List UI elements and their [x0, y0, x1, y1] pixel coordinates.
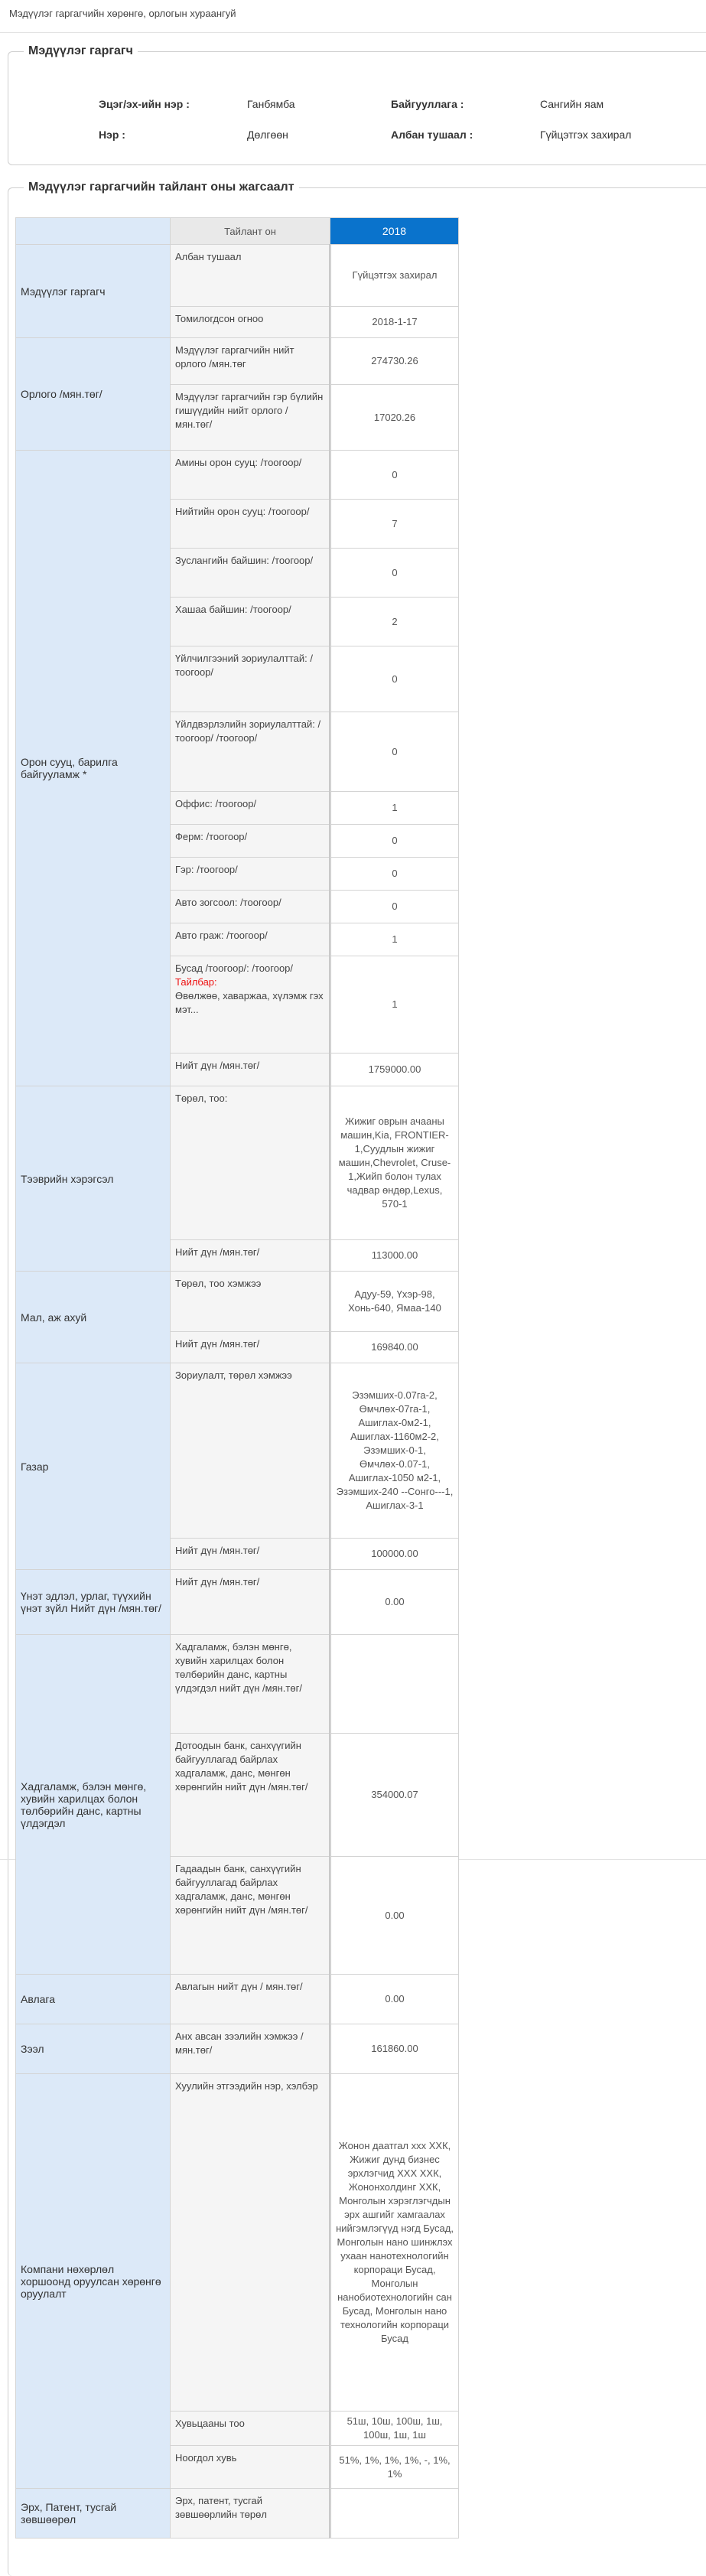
field-label-text: Нийт дүн /мян.төг/: [175, 1576, 260, 1588]
field-label: [171, 1734, 330, 1857]
field-label-text: Авлагын нийт дүн / мян.төг/: [175, 1981, 303, 1992]
note-text: Өвөлжөө, хаваржаа, хүлэмж гэх мэт...: [175, 990, 324, 1015]
father-name-label: Эцэг/эх-ийн нэр :: [99, 98, 190, 110]
header-blank-cell: [16, 218, 171, 245]
field-label-text: Хуулийн этгээдийн нэр, хэлбэр: [175, 2080, 318, 2092]
declaration-table: [15, 217, 459, 2539]
divider: [0, 32, 706, 33]
field-label-text: Авто зогсоол: /тоогоор/: [175, 897, 281, 908]
field-label-text: Хувьцааны тоо: [175, 2418, 245, 2429]
field-value: 1: [330, 792, 459, 825]
field-label-text: Зуслангийн байшин: /тоогоор/: [175, 555, 314, 566]
declarant-fieldset: [8, 44, 706, 165]
page-title: Мэдүүлэг гаргагчийн хөрөнгө, орлогын хураангуй: [9, 8, 236, 19]
field-value: Гүйцэтгэх захирал: [330, 245, 459, 307]
field-label-text: Төрөл, тоо:: [175, 1093, 228, 1104]
field-value: 0.00: [330, 1975, 459, 2024]
field-value: 1759000.00: [330, 1054, 459, 1086]
field-label: [171, 1857, 330, 1975]
field-value: 0: [330, 891, 459, 923]
field-label-text: Анх авсан зээлийн хэмжээ /мян.төг/: [175, 2031, 304, 2056]
field-value: 161860.00: [330, 2024, 459, 2074]
field-label: [171, 2489, 330, 2539]
field-label: [171, 1570, 330, 1635]
field-value: 0: [330, 646, 459, 712]
field-value: 0: [330, 549, 459, 598]
field-label-text: Гадаадын банк, санхүүгийн байгууллагад байрлах хадгаламж, данс, мөнгөн хөрөнгийн нийт дүн /мян.төг/: [175, 1863, 308, 1916]
table-row: [16, 1363, 459, 1539]
field-label-text: Мэдүүлэг гаргагчийн гэр бүлийн гишүүдийн нийт орлого /мян.төг/: [175, 391, 324, 430]
field-label: [171, 2024, 330, 2074]
table-row: [16, 338, 459, 385]
field-label-text: Нийт дүн /мян.төг/: [175, 1545, 260, 1556]
field-label-text: Зориулалт, төрөл хэмжээ: [175, 1369, 292, 1381]
field-label-text: Томилогдсон огноо: [175, 313, 264, 324]
field-label: [171, 1635, 330, 1734]
field-label-text: Төрөл, тоо хэмжээ: [175, 1278, 262, 1289]
field-value: 17020.26: [330, 385, 459, 451]
field-label: [171, 1539, 330, 1570]
field-label-text: Нийт дүн /мян.төг/: [175, 1338, 260, 1350]
table-row: [16, 451, 459, 500]
field-label-text: Ферм: /тоогоор/: [175, 831, 248, 842]
field-value: 2: [330, 598, 459, 646]
field-label: [171, 2412, 330, 2446]
field-label: [171, 1363, 330, 1539]
field-label-text: Нийт дүн /мян.төг/: [175, 1060, 260, 1071]
field-label: [171, 1054, 330, 1086]
field-label-text: Нийтийн орон сууц: /тоогоор/: [175, 506, 310, 517]
field-value: 274730.26: [330, 338, 459, 385]
field-label-text: Үйлдвэрлэлийн зориулалттай: /тоогоор/ /тоогоор/: [175, 718, 321, 744]
position-value: Гүйцэтгэх захирал: [540, 129, 632, 141]
table-row: [16, 1635, 459, 1734]
field-value: 0: [330, 858, 459, 891]
field-label-text: Гэр: /тоогоор/: [175, 864, 238, 875]
category-cell: Орлого /мян.төг/: [16, 338, 171, 451]
field-value: Эзэмших-0.07га-2, Өмчлөх-07га-1, Ашиглах-0м2-1, Ашиглах-1160м2-2, Эзэмших-0-1, Өмчлөх-0.07-1, Ашиглах-1050 м2-1, Эзэмших-240 --Сонго---1, Ашиглах-3-1: [330, 1363, 459, 1539]
field-label-text: Мэдүүлэг гаргагчийн нийт орлого /мян.төг: [175, 344, 294, 370]
field-label: [171, 245, 330, 307]
table-header-row: [16, 218, 459, 245]
position-label: Албан тушаал :: [391, 129, 473, 141]
field-value: Жижиг оврын ачааны машин,Kia, FRONTIER-1,Суудлын жижиг машин,Chevrolet, Cruse- 1,Жийп болон тулах чадвар өндөр,Lexus, 570-1: [330, 1086, 459, 1240]
field-label: [171, 923, 330, 956]
field-value: [330, 1635, 459, 1734]
category-cell: Хадгаламж, бэлэн мөнгө, хувийн харилцах болон төлбөрийн данс, картны үлдэгдэл: [16, 1635, 171, 1975]
field-value: 7: [330, 500, 459, 549]
field-label: [171, 1086, 330, 1240]
field-label: [171, 891, 330, 923]
field-label-text: Ноогдол хувь: [175, 2452, 237, 2464]
field-label-text: Оффис: /тоогоор/: [175, 798, 257, 809]
field-label-text: Амины орон сууц: /тоогоор/: [175, 457, 302, 468]
name-label: Нэр :: [99, 129, 125, 141]
field-label: [171, 858, 330, 891]
field-label: [171, 646, 330, 712]
table-row: [16, 2074, 459, 2412]
field-label: [171, 956, 330, 1054]
field-label: [171, 792, 330, 825]
category-cell: Эрх, Патент, тусгай зөвшөөрөл: [16, 2489, 171, 2539]
field-value: 169840.00: [330, 1332, 459, 1363]
table-row: [16, 1086, 459, 1240]
field-label: [171, 549, 330, 598]
category-cell: Үнэт эдлэл, урлаг, түүхийн үнэт зүйл Нийт дүн /мян.төг/: [16, 1570, 171, 1635]
field-label-text: Хашаа байшин: /тоогоор/: [175, 604, 291, 615]
report-year-label: Тайлант он: [171, 218, 330, 245]
field-label: [171, 1240, 330, 1272]
category-cell: Мэдүүлэг гаргагч: [16, 245, 171, 338]
field-label-text: Үйлчилгээний зориулалттай: /тоогоор/: [175, 653, 313, 678]
field-value: 1: [330, 923, 459, 956]
field-label-text: Бусад /тоогоор/: /тоогоор/: [175, 962, 294, 974]
field-label-text: Нийт дүн /мян.төг/: [175, 1246, 260, 1258]
category-cell: Зээл: [16, 2024, 171, 2074]
field-label-text: Авто граж: /тоогоор/: [175, 930, 268, 941]
field-label: [171, 1272, 330, 1332]
field-label: [171, 598, 330, 646]
category-cell: Компани нөхөрлөл хоршоонд оруулсан хөрөнгө оруулалт: [16, 2074, 171, 2489]
field-label: [171, 385, 330, 451]
category-cell: Авлага: [16, 1975, 171, 2024]
field-label: [171, 2074, 330, 2412]
category-cell: Мал, аж ахуй: [16, 1272, 171, 1363]
field-value: 100000.00: [330, 1539, 459, 1570]
table-row: [16, 2024, 459, 2074]
organization-value: Сангийн яам: [540, 98, 604, 110]
field-value: 0: [330, 451, 459, 500]
field-label-text: Албан тушаал: [175, 251, 242, 262]
father-name-value: Ганбямба: [247, 98, 295, 110]
table-row: [16, 1570, 459, 1635]
field-value: Адуу-59, Үхэр-98, Хонь-640, Ямаа-140: [330, 1272, 459, 1332]
field-value: 51ш, 10ш, 100ш, 1ш, 100ш, 1ш, 1ш: [330, 2412, 459, 2446]
field-value: 0: [330, 712, 459, 792]
field-value: [330, 2489, 459, 2539]
field-value: 354000.07: [330, 1734, 459, 1857]
category-cell: Газар: [16, 1363, 171, 1570]
field-value: 113000.00: [330, 1240, 459, 1272]
category-cell: Орон сууц, барилга байгууламж *: [16, 451, 171, 1086]
field-value: Жонон даатгал ххх ХХК, Жижиг дунд бизнес эрхлэгчид ХХХ ХХК, Жононхолдинг ХХК, Монголын хэрэглэгчдын эрх ашгийг хамгаалах нийгэмлэгүүд нэгд Бусад, Монголын нано шинжлэх ухаан нанотехнологийн корпораци Бусад, Монголын нанобиотехнологийн сан Бусад, Монголын нано технологийн корпораци Бусад: [330, 2074, 459, 2412]
field-label: [171, 500, 330, 549]
field-label-text: Дотоодын банк, санхүүгийн байгууллагад байрлах хадгаламж, данс, мөнгөн хөрөнгийн нийт дүн /мян.төг/: [175, 1740, 308, 1793]
field-label: [171, 338, 330, 385]
field-label: [171, 2446, 330, 2489]
field-value: 0.00: [330, 1570, 459, 1635]
table-row: [16, 1975, 459, 2024]
field-label: [171, 451, 330, 500]
table-row: [16, 245, 459, 307]
field-value: 1: [330, 956, 459, 1054]
field-value: 0: [330, 825, 459, 858]
field-label-text: Эрх, патент, тусгай зөвшөөрлийн төрөл: [175, 2495, 267, 2520]
yearly-list-legend: Мэдүүлэг гаргагчийн тайлант оны жагсаалт: [28, 181, 294, 194]
field-label: [171, 1332, 330, 1363]
declarant-legend: Мэдүүлэг гаргагч: [28, 44, 133, 57]
table-row: [16, 1272, 459, 1332]
field-value: 0.00: [330, 1857, 459, 1975]
field-label-text: Хадгаламж, бэлэн мөнгө, хувийн харилцах болон төлбөрийн данс, картны үлдэгдэл нийт дүн /мян.төг/: [175, 1641, 302, 1694]
field-label: [171, 307, 330, 338]
field-label: [171, 1975, 330, 2024]
field-value: 2018-1-17: [330, 307, 459, 338]
category-cell: Тээврийн хэрэгсэл: [16, 1086, 171, 1272]
organization-label: Байгууллага :: [391, 98, 464, 110]
field-label: [171, 825, 330, 858]
name-value: Дөлгөөн: [247, 129, 288, 141]
table-row: [16, 2489, 459, 2539]
note-label: Тайлбар:: [175, 976, 217, 988]
field-label: [171, 712, 330, 792]
field-value: 51%, 1%, 1%, 1%, -, 1%, 1%: [330, 2446, 459, 2489]
report-year-value[interactable]: 2018: [330, 218, 459, 245]
